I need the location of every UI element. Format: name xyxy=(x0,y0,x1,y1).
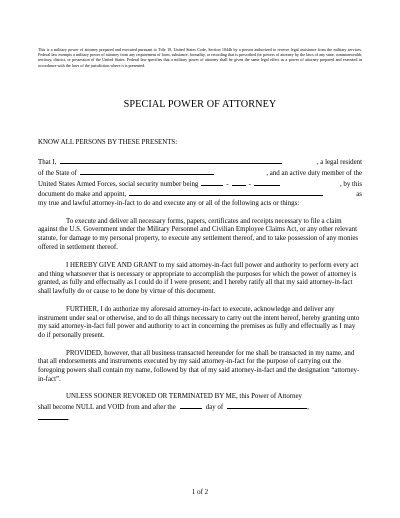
ssn-field-part-3[interactable] xyxy=(254,179,280,186)
ssn-field-part-1[interactable] xyxy=(201,179,223,186)
page-number: 1 of 2 xyxy=(191,488,209,496)
grantor-name-field[interactable] xyxy=(60,157,282,164)
grantor-line-2: of the State of , and an active duty member of the xyxy=(38,169,362,177)
grantor-line-1: That I, , a legal resident xyxy=(38,159,362,167)
document-body xyxy=(38,139,362,424)
know-all-heading: KNOW ALL PERSONS BY THESE PRESENTS: xyxy=(38,139,178,146)
paragraph-further: FURTHER, I do authorize my aforesaid attorney-in-fact to execute, acknowledge and deliver any instrument under seal or otherwise, and to do all things necessary to carry out the intent hereof, hereby granting unto my said attorney-in-fact full power and authority to act in concerning the premises as fully and effectually as I may do if personally present. xyxy=(38,305,360,339)
paragraph-grant: I HEREBY GIVE AND GRANT to my said attorney-in-fact full power and authority to perform every act and thing whatsoever that is necessary or appropriate to accomplish the purposes for which the power of attorney is granted, as fully and effectually as I could do if I were present; and I hereby ratify all that my said attorney-in-fact shall lawfully do or cause to be done by virtue of this document. xyxy=(38,262,359,296)
revocation-date-line: shall become NULL and VOID from and after the day of , xyxy=(38,404,309,412)
grantor-line-4: document do make and appoint, as xyxy=(38,191,362,199)
attorney-in-fact-name-field[interactable] xyxy=(129,189,323,196)
document-title: SPECIAL POWER OF ATTORNEY xyxy=(123,99,277,110)
paragraph-revocation: UNLESS SOONER REVOKED OR TERMINATED BY ME, this Power of Attorney shall become NULL and VOID from and after the day of , . xyxy=(38,393,362,423)
ssn-field-part-2[interactable] xyxy=(232,179,246,186)
revocation-day-field[interactable] xyxy=(180,402,202,409)
preamble-notice: This is a military power of attorney prepared and executed pursuant to Title 10, United States Code, Section 1044b by a person authorized to receive legal assistance from the military services. Federal law exempts a military power of attorney from any requirement of form, substance, formality, or recording that is prescribed for powers of attorney by the laws of any state, commonwealth, territory, district, or possession of the United States. Federal law specifies that a military power of attorney shall be given the same legal effect as a power of attorney prepared and executed in accordance with the laws of the jurisdiction where it is presented. xyxy=(38,47,362,68)
paragraph-provided: PROVIDED, however, that all business transacted hereunder for me shall be transacted in my name, and that all endorsements and instruments executed by my said attorney-in-fact for the purpose of carrying out the foregoing powers shall contain my name, followed by that of my said attorney-in-fact and the designation “attorney-in-fact”. xyxy=(38,349,360,383)
grantor-line-3: United States Armed Forces, social security number being - - , by this xyxy=(38,180,362,188)
paragraph-claims: To execute and deliver all necessary forms, papers, certificates and receipts necessary to file a claim against the U.S. Government under the Military Personnel and Civilian Employee Claims Act, or any other relevant statute, for damage to my personal property, to execute any settlement thereof, and to take possession of any monies offered in settlement thereof. xyxy=(38,217,359,251)
revocation-year-field[interactable] xyxy=(38,413,68,420)
revocation-month-field[interactable] xyxy=(227,402,307,409)
grantor-line-5: my true and lawful attorney-in-fact to do and execute any or all of the following acts or things: xyxy=(38,200,300,208)
state-field[interactable] xyxy=(80,168,214,175)
paragraph-grantor xyxy=(38,157,362,209)
revocation-year-line: . xyxy=(38,413,362,424)
